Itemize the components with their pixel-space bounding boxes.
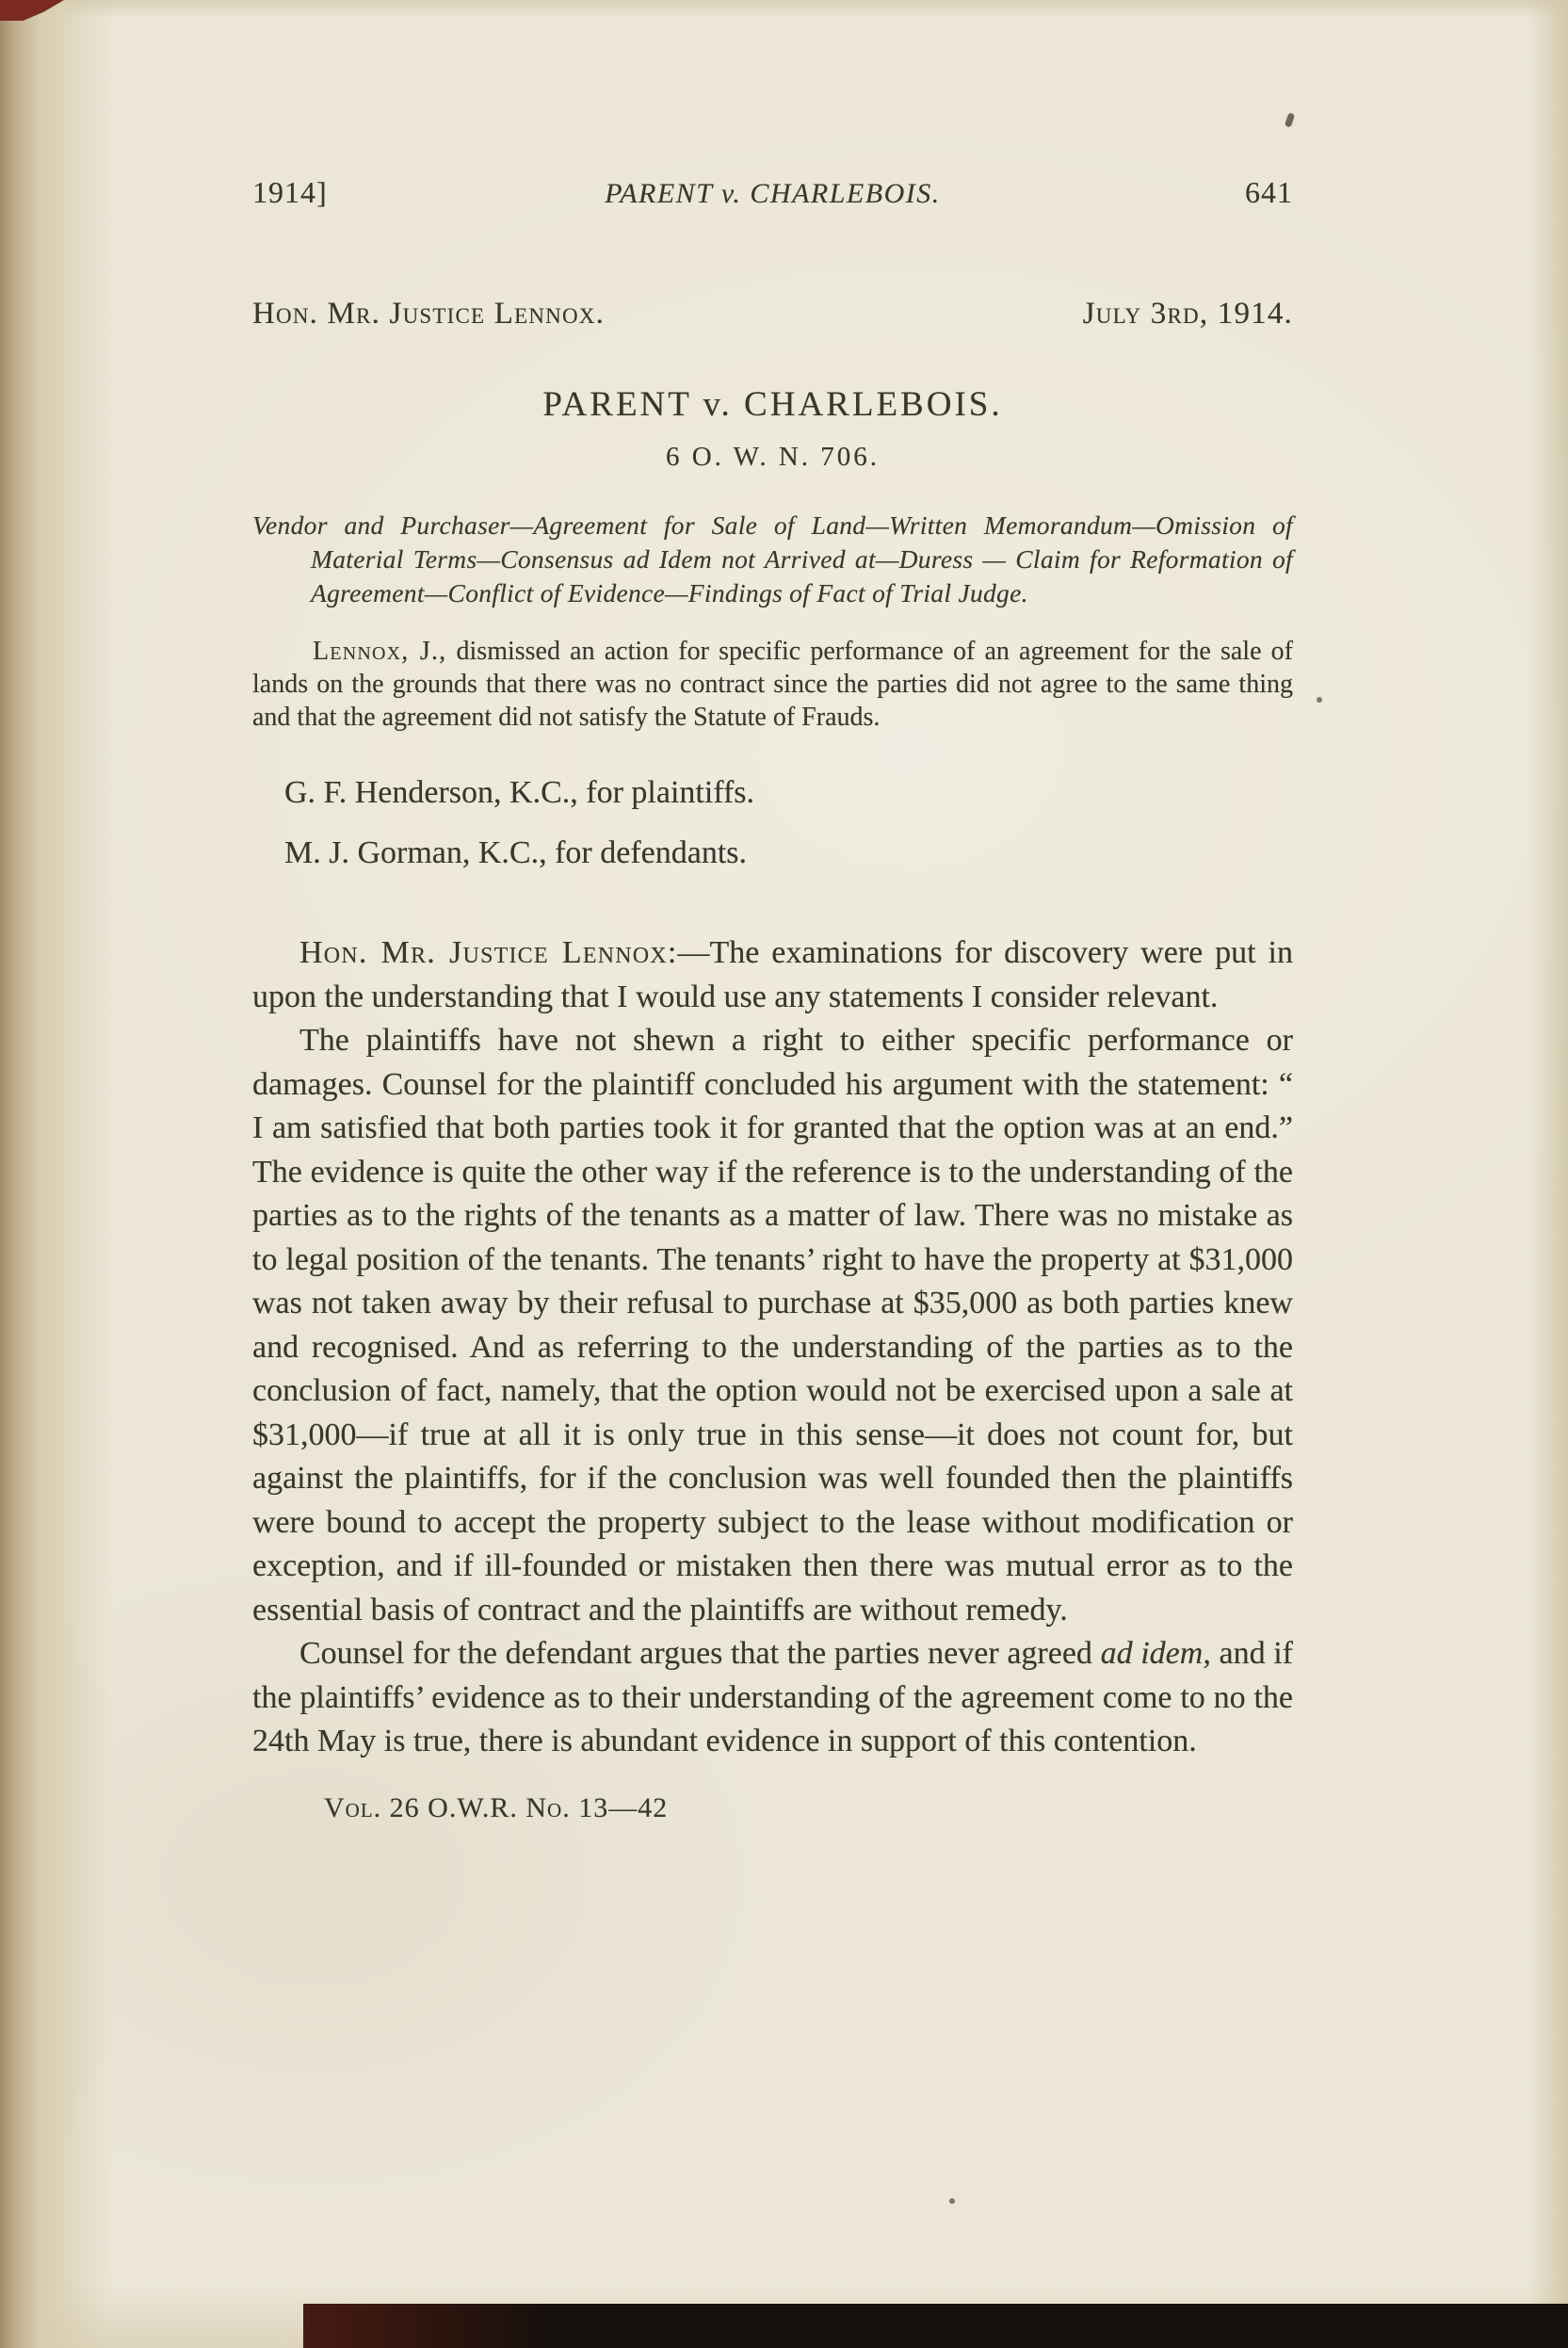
- body-judge-lead: Hon. Mr. Justice Lennox:: [299, 935, 678, 970]
- body-paragraph-3-text-before: Counsel for the defendant argues that the parties never agreed: [299, 1636, 1101, 1671]
- running-head-year: 1914]: [252, 175, 328, 209]
- judgment-body: [252, 931, 1293, 1764]
- scan-bottom-band: [303, 2304, 1568, 2348]
- case-citation: 6 O. W. N. 706.: [665, 442, 881, 472]
- case-title: PARENT v. CHARLEBOIS.: [542, 385, 1003, 424]
- summary-text: dismissed an action for specific performance of an agreement for the sale of lands on the grounds that there was no contract since the parties did not agree to the same thing and that the agreement did not satisfy the Statute of Frauds.: [252, 637, 1293, 732]
- ink-speck: [949, 2198, 955, 2204]
- counsel-plaintiffs: G. F. Henderson, K.C., for plaintiffs.: [284, 775, 755, 810]
- body-paragraph-3-text-after: and if the plaintiffs’ evidence as to their understanding of the agreement come to no the 24th May is true, there is abundant evidence in support of this contention.: [252, 1636, 1293, 1758]
- latin-phrase: ad idem,: [1100, 1636, 1211, 1671]
- ink-speck: [1317, 697, 1322, 703]
- running-head-title: PARENT v. CHARLEBOIS.: [605, 178, 941, 209]
- dateline: [252, 297, 1293, 332]
- volume-footer: Vol. 26 O.W.R. No. 13—42: [324, 1791, 669, 1823]
- binding-edge-shadow: [0, 0, 113, 2348]
- running-head: [252, 175, 1293, 210]
- headnote: Vendor and Purchaser—Agreement for Sale of Land—Written Memorandum—Omission of Material Terms—Consensus ad Idem not Arrived at—Duress — Claim for Reformation of Agreement—Conflict of Evidence—Findings of Fact of Trial Judge.: [252, 510, 1293, 607]
- counsel-block: [252, 775, 1293, 871]
- judge-name: Hon. Mr. Justice Lennox.: [252, 297, 606, 331]
- counsel-defendants: M. J. Gorman, K.C., for defendants.: [284, 835, 748, 870]
- body-paragraph-1-text: —The examinations for discovery were put in upon the understanding that I would use any statements I consider relevant.: [252, 935, 1293, 1014]
- page-content: [252, 0, 1293, 1824]
- judgment-date: July 3rd, 1914.: [1082, 297, 1293, 331]
- body-paragraph-1: [252, 931, 1293, 1019]
- summary-judge-lead: Lennox, J.,: [313, 637, 447, 666]
- headnote-summary: [252, 635, 1293, 734]
- body-paragraph-3: [252, 1632, 1293, 1764]
- running-head-page-number: 641: [1245, 175, 1293, 209]
- body-paragraph-2: The plaintiffs have not shewn a right to either specific performance or damages. Counsel for the plaintiff concluded his argument with the statement: “ I am satisfied that both parties took it for granted that the option was at an end.” The evidence is quite the other way if the reference is to the understanding of the parties as to the rights of the tenants as a matter of law. There was no mistake as to legal position of the tenants. The tenants’ right to have the property at $31,000 was not taken away by their refusal to purchase at $35,000 as both parties knew and recognised. And as referring to the understanding of the parties as to the conclusion of fact, namely, that the option would not be exercised upon a sale at $31,000—if true at all it is only true in this sense—it does not count for, but against the plaintiffs, for if the conclusion was well founded then the plaintiffs were bound to accept the property subject to the lease without modification or exception, and if ill-founded or mistaken then there was mutual error as to the essential basis of contract and the plaintiffs are without remedy.: [252, 1023, 1293, 1627]
